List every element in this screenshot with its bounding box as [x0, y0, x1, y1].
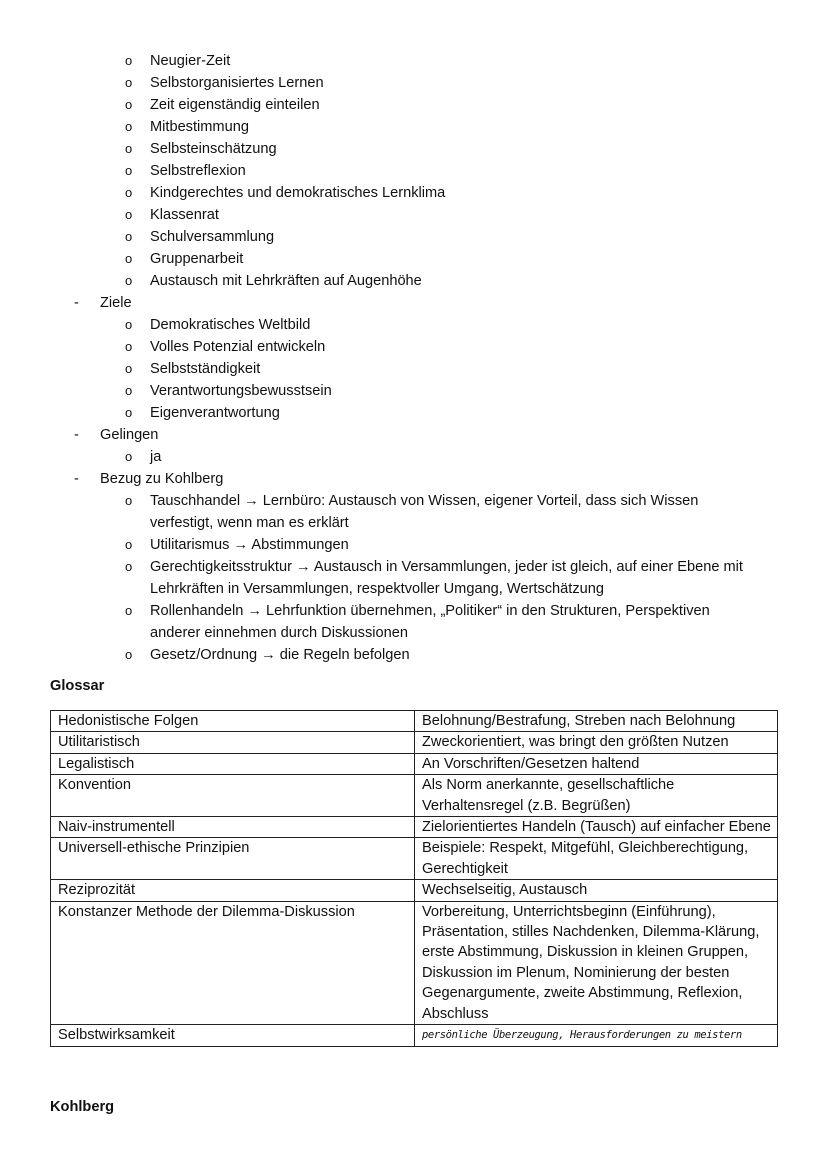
table-row: Universell-ethische Prinzipien Beispiele: Respekt, Mitgefühl, Gleichberechtigung, Gerechtigkeit: [51, 838, 778, 880]
list-item: o ja: [0, 446, 828, 468]
list-item: o Selbstreflexion: [0, 160, 828, 182]
circle-bullet-icon: o: [125, 361, 133, 376]
circle-bullet-icon: o: [125, 537, 133, 552]
list-item-continuation: Lehrkräften in Versammlungen, respektvoller Umgang, Wertschätzung: [150, 581, 604, 597]
dash-bullet-icon: -: [74, 471, 79, 487]
table-row: Naiv-instrumentell Zielorientiertes Handeln (Tausch) auf einfacher Ebene: [51, 817, 778, 838]
section-bezug-kohlberg: - Bezug zu Kohlberg: [0, 468, 828, 490]
circle-bullet-icon: o: [125, 647, 133, 662]
circle-bullet-icon: o: [125, 339, 133, 354]
circle-bullet-icon: o: [125, 603, 133, 618]
circle-bullet-icon: o: [125, 207, 133, 222]
circle-bullet-icon: o: [125, 493, 133, 508]
list-item: o Mitbestimmung: [0, 116, 828, 138]
list-item: o Zeit eigenständig einteilen: [0, 94, 828, 116]
circle-bullet-icon: o: [125, 317, 133, 332]
list-item: o Selbsteinschätzung: [0, 138, 828, 160]
circle-bullet-icon: o: [125, 119, 133, 134]
circle-bullet-icon: o: [125, 251, 133, 266]
kohlberg-heading: Kohlberg: [50, 1099, 115, 1115]
list-item: o Demokratisches Weltbild: [0, 314, 828, 336]
list-item: o Gerechtigkeitsstruktur → Austausch in Versammlungen, jeder ist gleich, auf einer Ebene mit: [0, 556, 828, 578]
list-item: o Selbstständigkeit: [0, 358, 828, 380]
list-item: o Selbstorganisiertes Lernen: [0, 72, 828, 94]
circle-bullet-icon: o: [125, 229, 133, 244]
list-item: o Tauschhandel → Lernbüro: Austausch von Wissen, eigener Vorteil, dass sich Wissen: [0, 490, 828, 512]
circle-bullet-icon: o: [125, 273, 133, 288]
dash-bullet-icon: -: [74, 295, 79, 311]
table-row: Utilitaristisch Zweckorientiert, was bringt den größten Nutzen: [51, 732, 778, 753]
glossar-heading: Glossar: [50, 678, 105, 694]
list-item: o Schulversammlung: [0, 226, 828, 248]
list-item: o Austausch mit Lehrkräften auf Augenhöhe: [0, 270, 828, 292]
list-item-continuation: anderer einnehmen durch Diskussionen: [150, 625, 408, 641]
list-item: o Eigenverantwortung: [0, 402, 828, 424]
list-item-continuation: verfestigt, wenn man es erklärt: [150, 515, 349, 531]
list-item: o Gesetz/Ordnung → die Regeln befolgen: [0, 644, 828, 666]
handwritten-definition: persönliche Überzeugung, Herausforderungen zu meistern: [415, 1025, 778, 1046]
table-row: Konstanzer Methode der Dilemma-Diskussion Vorbereitung, Unterrichtsbeginn (Einführung), Präsentation, stilles Nachdenken, Dilemma-Klärung, erste Abstimmung, Diskussion in kleinen Gruppen, Diskussion im Plenum, Nominierung der besten Gegenargumente, zweite Abstimmung, Reflexion, Abschluss: [51, 901, 778, 1024]
list-item: o Kindgerechtes und demokratisches Lernklima: [0, 182, 828, 204]
section-ziele: - Ziele: [0, 292, 828, 314]
table-row: Konvention Als Norm anerkannte, gesellschaftliche Verhaltensregel (z.B. Begrüßen): [51, 775, 778, 817]
circle-bullet-icon: o: [125, 75, 133, 90]
table-row: Reziprozität Wechselseitig, Austausch: [51, 880, 778, 901]
table-row: Selbstwirksamkeit persönliche Überzeugung, Herausforderungen zu meistern: [51, 1025, 778, 1046]
bullet-list: [0, 50, 828, 666]
circle-bullet-icon: o: [125, 559, 133, 574]
list-item: o Gruppenarbeit: [0, 248, 828, 270]
circle-bullet-icon: o: [125, 53, 133, 68]
circle-bullet-icon: o: [125, 185, 133, 200]
section-gelingen: - Gelingen: [0, 424, 828, 446]
list-item: o Rollenhandeln → Lehrfunktion übernehmen, „Politiker“ in den Strukturen, Perspektiven: [0, 600, 828, 622]
glossar-table: [50, 710, 778, 1047]
circle-bullet-icon: o: [125, 97, 133, 112]
circle-bullet-icon: o: [125, 141, 133, 156]
circle-bullet-icon: o: [125, 383, 133, 398]
circle-bullet-icon: o: [125, 405, 133, 420]
circle-bullet-icon: o: [125, 163, 133, 178]
table-row: Hedonistische Folgen Belohnung/Bestrafung, Streben nach Belohnung: [51, 711, 778, 732]
list-item: o Klassenrat: [0, 204, 828, 226]
list-item: o Neugier-Zeit: [0, 50, 828, 72]
table-row: Legalistisch An Vorschriften/Gesetzen haltend: [51, 753, 778, 774]
list-item: o Volles Potenzial entwickeln: [0, 336, 828, 358]
list-item: o Utilitarismus → Abstimmungen: [0, 534, 828, 556]
list-item: o Verantwortungsbewusstsein: [0, 380, 828, 402]
dash-bullet-icon: -: [74, 427, 79, 443]
circle-bullet-icon: o: [125, 449, 133, 464]
